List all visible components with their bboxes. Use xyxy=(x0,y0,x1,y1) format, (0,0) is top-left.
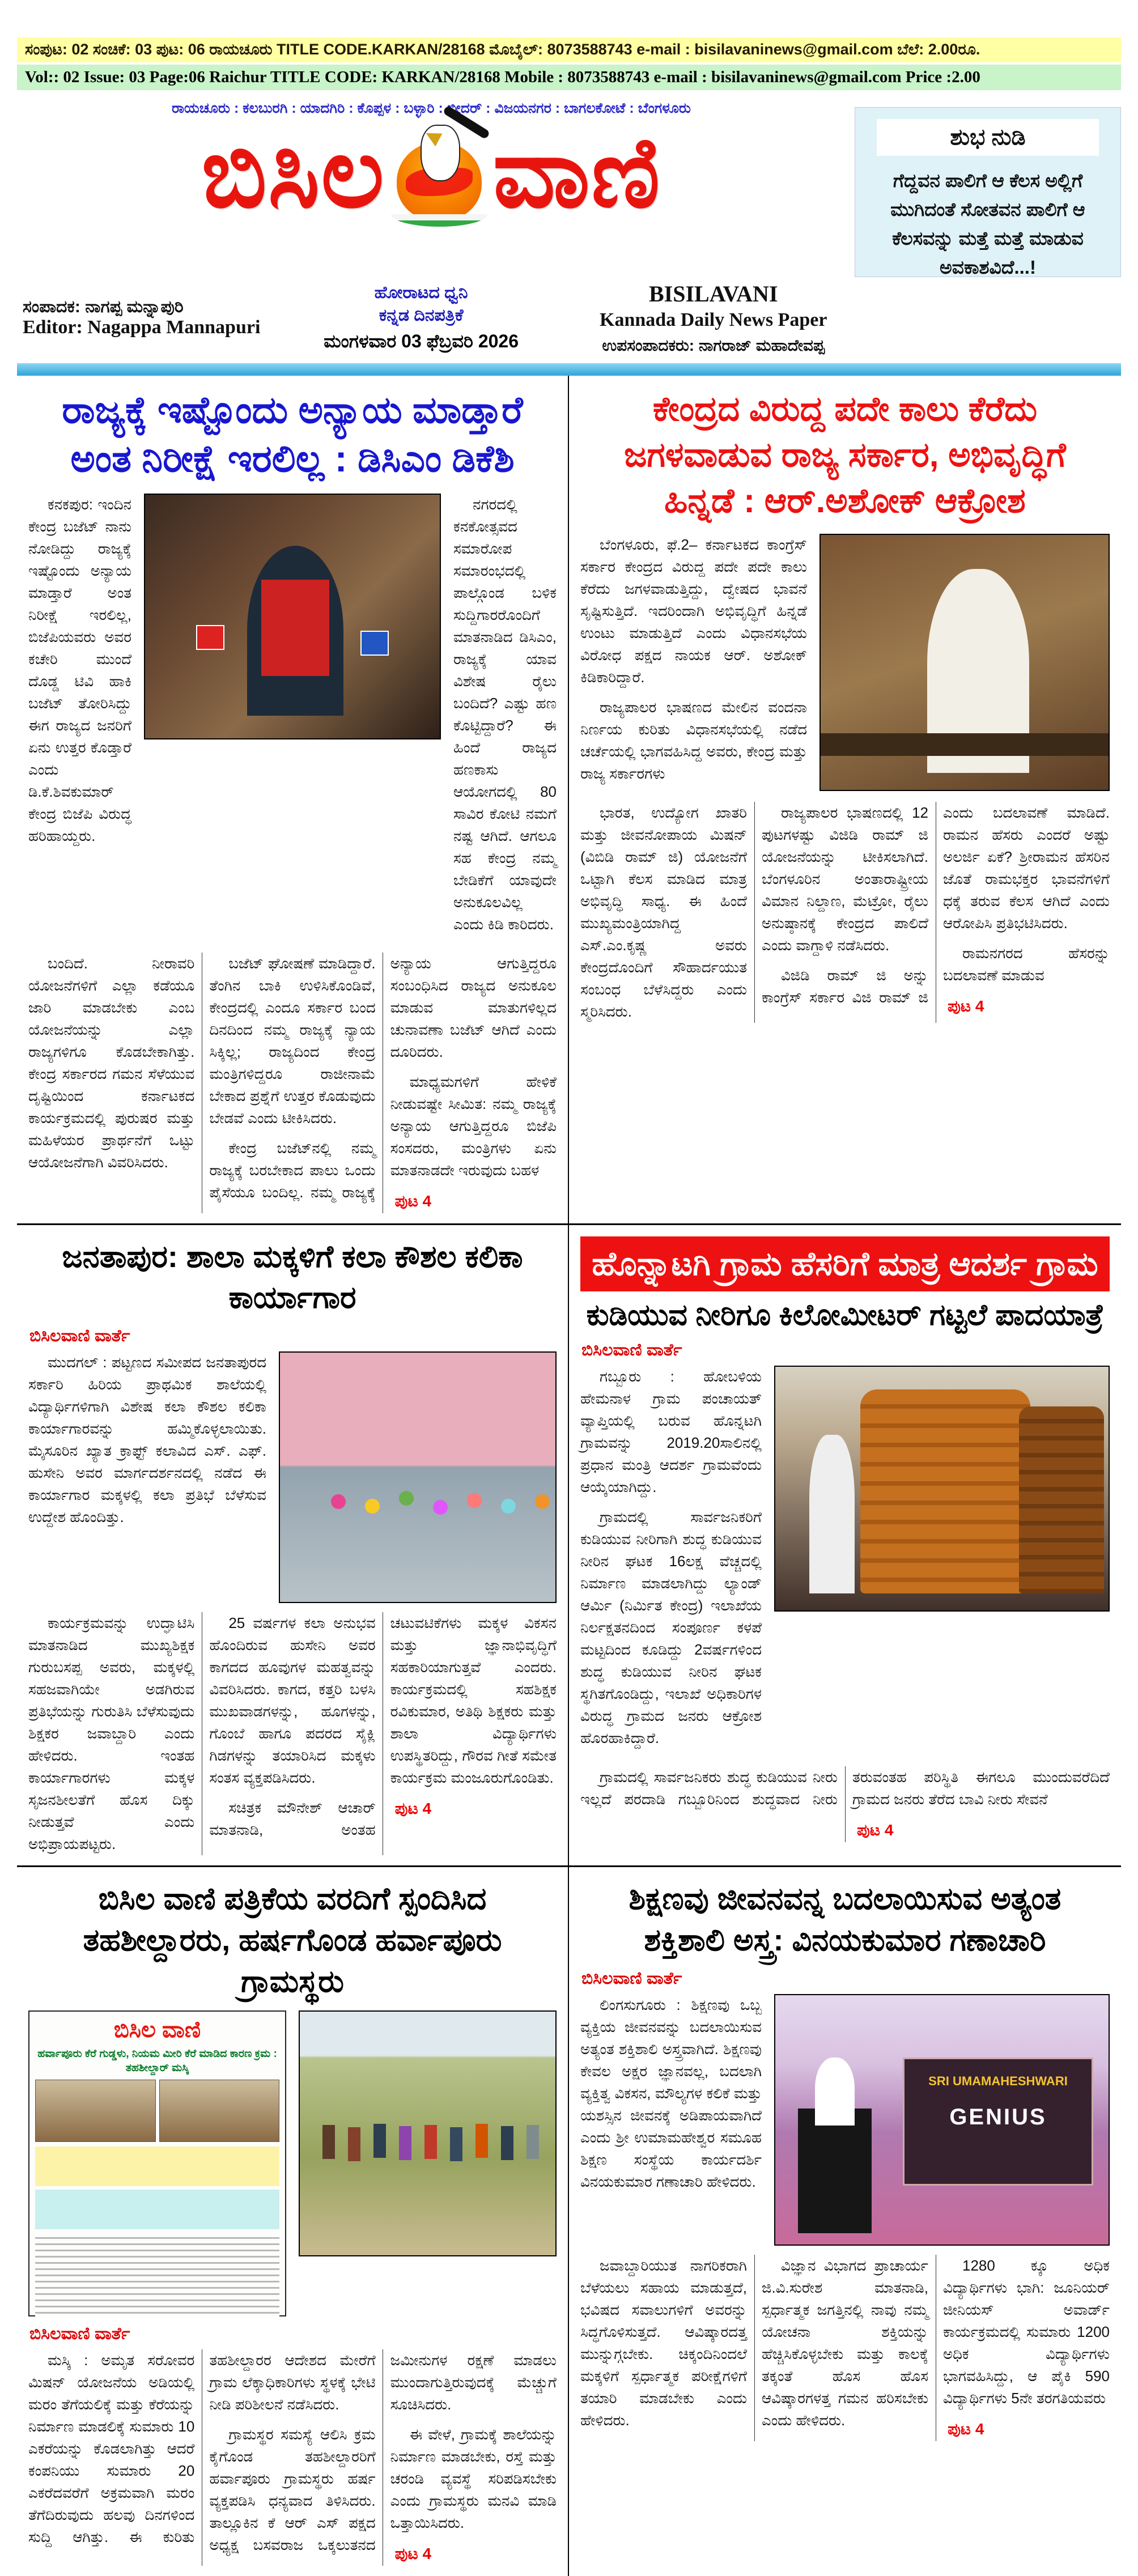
article-dcm-headline: ರಾಜ್ಯಕ್ಕೆ ಇಷ್ಟೊಂದು ಅನ್ಯಾಯ ಮಾಡ್ತಾರೆ ಅಂತ ನಿರೀಕ್ಷೆ ಇರಲಿಲ್ಲ : ಡಿಸಿಎಂ ಡಿಕೆಶಿ xyxy=(62,389,523,479)
photo-dk-shivakumar-press xyxy=(144,494,441,739)
continued-page-marker: ಪುಟ 4 xyxy=(948,997,984,1015)
continued-page-marker: ಪುಟ 4 xyxy=(394,1192,432,1210)
article-education-headline: ಶಿಕ್ಷಣವು ಜೀವನವನ್ನ ಬದಲಾಯಿಸುವ ಅತ್ಯಂತ ಶಕ್ತಿಶಾಲಿ ಅಸ್ತ್ರ: ವಿನಯಕುಮಾರ ಗಣಾಚಾರಿ xyxy=(629,1882,1061,1958)
continued-page-marker: ಪುಟ 4 xyxy=(948,2420,984,2438)
paper-flowers-shapes xyxy=(331,1494,346,1509)
tagline-2: ಕನ್ನಡ ದಿನಪತ್ರಿಕೆ xyxy=(379,306,464,325)
article-paragraph: ಮಾಧ್ಯಮಗಳಿಗೆ ಹೇಳಿಕೆ ನೀಡುವಷ್ಟೇ ಸೀಮಿತ: ನಮ್ಮ ರಾಜ್ಯಕ್ಕೆ ಅನ್ಯಾಯ ಆಗುತ್ತಿದ್ದರೂ ಬಿಜೆಪಿ ಸಂಸದರು, ಮಂತ್ರಿಗಳು ಏನು ಮಾತನಾಡದೇ ಇರುವುದು ಬಹಳ xyxy=(390,1073,557,1179)
mic-flag-blue xyxy=(360,631,389,656)
article-tahsildar-headline: ಬಿಸಿಲ ವಾಣಿ ಪತ್ರಿಕೆಯ ವರದಿಗೆ ಸ್ಪಂದಿಸಿದ ತಹಶೀಲ್ದಾರರು, ಹರ್ಷಗೊಂಡ ಹರ್ವಾಪೂರು ಗ್ರಾಮಸ್ಥರು xyxy=(83,1882,502,1999)
clipping-photo-1 xyxy=(35,2080,156,2142)
clipping-photo-2 xyxy=(159,2080,280,2142)
assembly-desk-shape xyxy=(821,733,1109,756)
article-paragraph: ಬಂದಿದೆ. ನೀರಾವರಿ ಯೋಜನೆಗಳಿಗೆ ಎಲ್ಲಾ ಕಡೆಯೂ ಜಾರಿ ಮಾಡಬೇಕು ಎಂಬ ಯೋಜನೆಯನ್ನು ಎಲ್ಲಾ ರಾಜ್ಯಗಳಿಗೂ ಕೊಡಬೇಕಾಗಿತ್ತು. ಕೇಂದ್ರ ಸರ್ಕಾರದ ಗಮನ ಸೆಳೆಯುವ ದೃಷ್ಟಿಯಿಂದ ಕರ್ನಾಟಕದ ಕಾರ್ಯಕ್ರಮದಲ್ಲಿ ಪುರುಷರ ಮತ್ತು ಮಹಿಳೆಯರ ಪ್ರಾರ್ಥನೆಗೆ ಒಟ್ಟು ಆಯೋಜನೆಗಾಗಿ ವಿವರಿಸಿದರು. xyxy=(28,954,195,1171)
article-grama-body-top xyxy=(580,1366,1110,1757)
clipping-headline: ಹರ್ವಾಪೂರು ಕೆರೆ ಗುಡ್ಡಳು, ನಿಯಮ ಮೀರಿ ಕೆರೆ ಮಾಡಿದ ಕಾರಣ ಕ್ರಮ : ತಹಶೀಲ್ದಾರ್ ಮಸ್ಕಿ xyxy=(37,2048,277,2074)
good-word-title: ಶುಭ ನುಡಿ xyxy=(877,119,1099,156)
issue-info-bar-kannada xyxy=(17,37,1121,62)
photo-award-ceremony-stage xyxy=(774,1994,1110,2246)
subeditor-name: ಉಪಸಂಪಾದಕರು: ನಾಗರಾಜ್ ಮಹಾದೇವಪ್ಪ xyxy=(602,337,825,354)
continued-page-marker: ಪುಟ 4 xyxy=(394,2545,432,2563)
article-paragraph: 1280 ಕ್ಕೂ ಅಧಿಕ ವಿದ್ಯಾರ್ಥಿಗಳು ಭಾಗಿ: ಜೂನಿಯರ್ ಜೀನಿಯಸ್ ಅವಾರ್ಡ್ ಕಾರ್ಯಕ್ರಮದಲ್ಲಿ ಸುಮಾರು 1200 ಅಧಿಕ ವಿದ್ಯಾರ್ಥಿಗಳು ಭಾಗವಹಿಸಿದ್ದು, ಆ ಪೈಕಿ 590 ವಿದ್ಯಾರ್ಥಿಗಳು 5ನೇ ತರಗತಿಯವರು xyxy=(943,2257,1110,2407)
article-paragraph: 25 ವರ್ಷಗಳ ಕಲಾ ಅನುಭವ ಹೊಂದಿರುವ ಹುಸೇನಿ ಅವರ ಕಾಗದದ ಹೂವುಗಳ ಮಹತ್ವವನ್ನು ವಿವರಿಸಿದರು. ಕಾಗದ, ಕತ್ತರಿ ಬಳಸಿ ಮುಖವಾಡಗಳನ್ನು, ಹೂಗಳನ್ನು, ಗೊಂಬೆ ಹಾಗೂ ಪದರದ ಸೈಕ್ಲಿ ಗಿಡಗಳನ್ನು ತಯಾರಿಸಿದ ಮಕ್ಕಳು ಸಂತಸ ವ್ಯಕ್ತಪಡಿಸಿದರು. xyxy=(209,1614,376,1787)
article-paragraph: ಬೆಂಗಳೂರು, ಫೆ.2– ಕರ್ನಾಟಕದ ಕಾಂಗ್ರೆಸ್ ಸರ್ಕಾರ ಕೇಂದ್ರದ ವಿರುದ್ದ ಪದೇ ಪದೇ ಕಾಲು ಕೆರೆದು ಜಗಳವಾಡುತ್ತಿದ್ದು, ದ್ವೇಷದ ಭಾವನೆ ಸೃಷ್ಟಿಸುತ್ತಿದೆ. ಇದರಿಂದಾಗಿ ಅಭಿವೃದ್ಧಿಗೆ ಹಿನ್ನಡೆ ಉಂಟು ಮಾಡುತ್ತಿದೆ ಎಂದು ವಿಧಾನಸಭೆಯ ವಿರೋಧ ಪಕ್ಷದ ನಾಯಕ ಆರ್. ಅಶೋಕ್ ಕಿಡಿಕಾರಿದ್ದಾರೆ. xyxy=(580,536,807,686)
villager-figure xyxy=(809,1435,855,1593)
paper-name-english: BISILAVANI xyxy=(648,281,778,307)
issue-info-english-text: Vol:: 02 Issue: 03 Page:06 Raichur TITLE CODE: KARKAN/28168 Mobile : 8073588743 e-mail : bisilavaninews@gmail.com Price :2.00 xyxy=(25,68,980,86)
logo-text-part1: ಬಿಸಿಲ xyxy=(201,118,385,227)
article-ashok xyxy=(569,376,1121,1223)
water-tank-large xyxy=(860,1389,1030,1593)
byline-label: ಬಿಸಿಲವಾಣಿ ವಾರ್ತೆ xyxy=(581,1969,682,1988)
article-education-body-bottom xyxy=(580,2255,1110,2441)
masthead-info-row xyxy=(0,277,895,363)
masthead-divider-bar xyxy=(17,363,1121,376)
article-paragraph: ವಿಜ್ಞಾನ ವಿಭಾಗದ ಪ್ರಾಚಾರ್ಯ ಜಿ.ವಿ.ಸುರೇಶ ಮಾತನಾಡಿ, ಸ್ಪರ್ಧಾತ್ಮಕ ಜಗತ್ತಿನಲ್ಲಿ ನಾವು ನಮ್ಮ ಯೋಚನಾ ಶಕ್ತಿಯನ್ನು ಹೆಚ್ಚಿಸಿಕೊಳ್ಳಬೇಕು ಮತ್ತು ಕಾಲಕ್ಕೆ ತಕ್ಕಂತೆ ಹೊಸ ಹೊಸ ಆವಿಷ್ಕಾರಗಳತ್ತ ಗಮನ ಹರಿಸಬೇಕು ಎಂದು ಹೇಳಿದರು. xyxy=(762,2257,928,2429)
article-paragraph: ಮುದಗಲ್ : ಪಟ್ಟಣದ ಸಮೀಪದ ಜನತಾಪುರದ ಸರ್ಕಾರಿ ಹಿರಿಯ ಪ್ರಾಥಮಿಕ ಶಾಲೆಯಲ್ಲಿ ವಿದ್ಯಾರ್ಥಿಗಳಿಗಾಗಿ ವಿಶೇಷ ಕಲಾ ಕೌಶಲ ಕಲಿಕಾ ಕಾರ್ಯಾಗಾರವನ್ನು ಹಮ್ಮಿಕೊಳ್ಳಲಾಯಿತು. ಮೈಸೂರಿನ ಖ್ಯಾತ ಕ್ರಾಫ್ಟ್ ಕಲಾವಿದ ಎಸ್. ಎಫ್. ಹುಸೇನಿ ಅವರ ಮಾರ್ಗದರ್ಶನದಲ್ಲಿ ನಡೆದ ಈ ಕಾರ್ಯಾಗಾರ ಮಕ್ಕಳಲ್ಲಿ ಕಲಾ ಪ್ರತಿಭೆ ಬೆಳೆಸುವ ಉದ್ದೇಶ ಹೊಂದಿತ್ತು. xyxy=(28,1354,266,1526)
article-art-workshop xyxy=(17,1225,569,1866)
article-dcm-dks xyxy=(17,376,569,1223)
article-paragraph: ಕಾರ್ಯಕ್ರಮವನ್ನು ಉದ್ಘಾಟಿಸಿ ಮಾತನಾಡಿದ ಮುಖ್ಯಶಿಕ್ಷಕ ಗುರುಬಸಪ್ಪ ಅವರು, ಮಕ್ಕಳಲ್ಲಿ ಸಹಜವಾಗಿಯೇ ಅಡಗಿರುವ ಪ್ರತಿಭೆಯನ್ನು ಗುರುತಿಸಿ ಬೆಳೆಸುವುದು ಶಿಕ್ಷಕರ ಜವಾಬ್ದಾರಿ ಎಂದು ಹೇಳಿದರು. ಇಂತಹ ಕಾರ್ಯಾಗಾರಗಳು ಮಕ್ಕಳ ಸೃಜನಶೀಲತೆಗೆ ಹೊಸ ದಿಕ್ಕು ನೀಡುತ್ತವೆ ಎಂದು ಅಭಿಪ್ರಾಯಪಟ್ಟರು. xyxy=(28,1614,195,1853)
article-paragraph: ಈ ವೇಳೆ, ಗ್ರಾಮಕ್ಕೆ ಶಾಲೆಯನ್ನು ನಿರ್ಮಾಣ ಮಾಡಬೇಕು, ರಸ್ತೆ ಮತ್ತು ಚರಂಡಿ ವ್ಯವಸ್ಥೆ ಸರಿಪಡಿಸಬೇಕು ಎಂದು ಗ್ರಾಮಸ್ಥರು ಮನವಿ ಮಾಡಿ ಒತ್ತಾಯಿಸಿದರು. xyxy=(390,2426,557,2532)
logo-text-part2: ವಾಣಿ xyxy=(492,118,661,227)
article-dcm-body-bottom xyxy=(28,953,557,1213)
article-workshop-headline: ಜನತಾಪುರ: ಶಾಲಾ ಮಕ್ಕಳಿಗೆ ಕಲಾ ಕೌಶಲ ಕಲಿಕಾ ಕಾರ್ಯಾಗಾರ xyxy=(62,1239,523,1315)
tagline-1: ಹೋರಾಟದ ಧ್ವನಿ xyxy=(374,283,468,302)
article-paragraph: ಗ್ರಾಮದಲ್ಲಿ ಸಾರ್ವಜನಿಕರಿಗೆ ಕುಡಿಯುವ ನೀರಿಗಾಗಿ ಶುದ್ಧ ಕುಡಿಯುವ ನೀರಿನ ಘಟಕ 16ಲಕ್ಷ ವೆಚ್ಚದಲ್ಲಿ ನಿರ್ಮಾಣ ಮಾಡಲಾಗಿದ್ದು ಲ್ಯಾಂಡ್ ಆರ್ಮಿ (ನಿರ್ಮಿತ ಕೇಂದ್ರ) ಇಲಾಖೆಯ ನಿರ್ಲಕ್ಷತನದಿಂದ ಸಂಪೂರ್ಣ ಕಳಪೆ ಮಟ್ಟದಿಂದ ಕೂಡಿದ್ದು 2ವರ್ಷಗಳಿಂದ ಶುದ್ಧ ಕುಡಿಯುವ ನೀರಿನ ಘಟಕ ಸ್ಥಗಿತಗೊಂಡಿದ್ದು, ಇಲಾಖೆ ಅಧಿಕಾರಿಗಳ ವಿರುದ್ಧ ಗ್ರಾಮದ ಜನರು ಆಕ್ರೋಶ ಹೊರಹಾಕಿದ್ದಾರೆ. xyxy=(580,1508,762,1747)
continued-page-marker: ಪುಟ 4 xyxy=(394,1800,432,1818)
clipping-photos xyxy=(35,2080,279,2142)
article-paragraph: ಸಚಿತ್ರಕ ಮೌನೇಶ್ ಆಚಾರ್ ಮಾತನಾಡಿ, ಅಂತಹ ಚಟುವಟಿಕೆಗಳು ಮಕ್ಕಳ ವಿಕಸನ ಮತ್ತು ಜ್ಞಾನಾಭಿವೃದ್ಧಿಗೆ ಸಹಕಾರಿಯಾಗುತ್ತವೆ ಎಂದರು. ಕಾರ್ಯಕ್ರಮದಲ್ಲಿ ಸಹಶಿಕ್ಷಕ ರವಿಕುಮಾರ, ಅತಿಥಿ ಶಿಕ್ಷಕರು ಮತ್ತು ಶಾಲಾ ವಿದ್ಯಾರ್ಥಿಗಳು ಉಪಸ್ಥಿತರಿದ್ದು, ಗೌರವ ಗೀತೆ ಸಮೇತ ಕಾರ್ಯಕ್ರಮ ಮಂಜೂರುಗೊಂಡಿತು. xyxy=(209,1614,557,1839)
article-ashok-headline: ಕೇಂದ್ರದ ವಿರುದ್ದ ಪದೇ ಕಾಲು ಕೆರೆದು ಜಗಳವಾಡುವ ರಾಜ್ಯ ಸರ್ಕಾರ, ಅಭಿವೃದ್ಧಿಗೆ ಹಿನ್ನಡೆ : ಆರ್.ಅಶೋಕ್ ಆಕ್ರೋಶ xyxy=(624,390,1066,520)
section-top xyxy=(17,376,1121,1225)
article-dcm-col-right xyxy=(453,494,557,943)
water-tank-small xyxy=(1019,1406,1104,1593)
article-grama-body-bottom xyxy=(580,1766,1110,1842)
article-paragraph: ಕೇಂದ್ರ ಬಜೆಟ್‌ನಲ್ಲಿ ನಮ್ಮ ರಾಜ್ಯಕ್ಕೆ ಬರಬೇಕಾದ ಪಾಲು ಒಂದು ಪೈಸೆಯೂ ಬಂದಿಲ್ಲ. ನಮ್ಮ ರಾಜ್ಯಕ್ಕೆ ಅನ್ಯಾಯ ಆಗುತ್ತಿದ್ದರೂ ಸಂಬಂಧಿಸಿದ ರಾಜ್ಯದ ಅನುಕೂಲ ಮಾಡುವ ಮಾತುಗಳಿಲ್ಲದ ಚುನಾವಣಾ ಬಜೆಟ್ ಆಗಿದೆ ಎಂದು ದೂರಿದರು. xyxy=(209,954,557,1201)
mic-flag-red xyxy=(196,625,224,650)
article-education-body-top xyxy=(580,1994,1110,2246)
edition-cities-line: ರಾಯಚೂರು : ಕಲಬುರಗಿ : ಯಾದಗಿರಿ : ಕೊಪ್ಪಳ : ಬಳ್ಳಾರಿ : ಬೀದರ್ : ವಿಜಯನಗರ : ಬಾಗಲಕೋಟೆ : ಬೆಂಗಳೂರು xyxy=(171,100,691,116)
article-tahsildar-body-bottom xyxy=(28,2349,557,2566)
article-grama-col-left xyxy=(580,1366,762,1757)
byline-label: ಬಿಸಿಲವಾಣಿ ವಾರ್ತೆ xyxy=(29,2324,130,2344)
good-word-text: ಗೆದ್ದವನ ಪಾಲಿಗೆ ಆ ಕೆಲಸ ಅಲ್ಲಿಗೆ ಮುಗಿದಂತೆ ಸೋತವನ ಪಾಲಿಗೆ ಆ ಕೆಲಸವನ್ನು ಮತ್ತೆ ಮತ್ತೆ ಮಾಡುವ ಅವಕಾಶವಿದೆ...! xyxy=(890,170,1085,278)
article-education xyxy=(569,1867,1121,2576)
article-paragraph: ಗಬ್ಬೂರು : ಹೋಬಳಿಯ ಹೇಮನಾಳ ಗ್ರಾಮ ಪಂಚಾಯತ್ ವ್ಯಾಪ್ತಿಯಲ್ಲಿ ಬರುವ ಹೊನ್ನಟಗಿ ಗ್ರಾಮವನ್ನು 2019.20ಸಾಲಿನಲ್ಲಿ ಪ್ರಧಾನ ಮಂತ್ರಿ ಆದರ್ಶ ಗ್ರಾಮವೆಂದು ಆಯ್ಕೆಯಾಗಿದ್ದು. xyxy=(580,1368,762,1496)
article-workshop-body-bottom xyxy=(28,1612,557,1855)
villager-figures xyxy=(322,2125,335,2159)
red-scarf-shape xyxy=(261,580,329,676)
fist-pen-flame-icon xyxy=(391,119,487,227)
photo-villagers-field xyxy=(299,2010,557,2256)
article-paragraph: ಲಿಂಗಸುಗೂರು : ಶಿಕ್ಷಣವು ಒಬ್ಬ ವ್ಯಕ್ತಿಯ ಜೀವನವನ್ನು ಬದಲಾಯಿಸುವ ಅತ್ಯಂತ ಶಕ್ತಿಶಾಲಿ ಅಸ್ತ್ರವಾಗಿದೆ. ಶಿಕ್ಷಣವು ಕೇವಲ ಅಕ್ಷರ ಜ್ಞಾನವಲ್ಲ, ಬದಲಾಗಿ ವ್ಯಕ್ತಿತ್ವ ವಿಕಸನ, ಮೌಲ್ಯಗಳ ಕಲಿಕೆ ಮತ್ತು ಯಶಸ್ಸಿನ ಜೀವನಕ್ಕೆ ಅಡಿಪಾಯವಾಗಿದೆ ಎಂದು ಶ್ರೀ ಉಮಾಮಹೇಶ್ವರ ಸಮೂಹ ಶಿಕ್ಷಣ ಸಂಸ್ಥೆಯ ಕಾರ್ಯದರ್ಶಿ ವಿನಯಕುಮಾರ ಗಣಾಚಾರಿ ಹೇಳಿದರು. xyxy=(580,1996,762,2191)
article-paragraph: ಗ್ರಾಮಸ್ಥರ ಸಮಸ್ಯೆ ಆಲಿಸಿ ಕ್ರಮ ಕೈಗೊಂಡ ತಹಶೀಲ್ದಾರರಿಗೆ ಹರ್ವಾಪೂರು ಗ್ರಾಮಸ್ಥರು ಹರ್ಷ ವ್ಯಕ್ತಪಡಿಸಿ ಧನ್ಯವಾದ ತಿಳಿಸಿದರು. ತಾಲ್ಲೂಕಿನ ಕೆ ಆರ್ ಎಸ್ ಪಕ್ಷದ ಅಧ್ಯಕ್ಷ ಬಸವರಾಜ ಒಕ್ಕಲುತನದ ಜಮೀನುಗಳ ರಕ್ಷಣೆ ಮಾಡಲು ಮುಂದಾಗುತ್ತಿರುವುದಕ್ಕೆ ಮೆಚ್ಚುಗೆ ಸೂಚಿಸಿದರು. xyxy=(209,2352,557,2554)
article-paragraph: ಬಜೆಟ್ ಘೋಷಣೆ ಮಾಡಿದ್ದಾರೆ. ತೆಂಗಿನ ಬಾಕಿ ಉಳಿಸಿಕೊಂಡಿವೆ, ಕೇಂದ್ರದಲ್ಲಿ ಎಂದೂ ಸರ್ಕಾರ ಬಂದ ದಿನದಿಂದ ನಮ್ಮ ರಾಜ್ಯಕ್ಕೆ ನ್ಯಾಯ ಸಿಕ್ಕಿಲ್ಲ; ರಾಜ್ಯದಿಂದ ಕೇಂದ್ರ ಮಂತ್ರಿಗಳಿದ್ದರೂ ರಾಜೀನಾಮೆ ಬೇಕಾದ ಪ್ರಶ್ನೆಗೆ ಉತ್ತರ ಕೊಡುವುದು ಬೇಡವೆ ಎಂದು ಟೀಕಿಸಿದರು. xyxy=(209,954,376,1127)
issue-date: ಮಂಗಳವಾರ 03 ಫೆಬ್ರವರಿ 2026 xyxy=(324,331,519,351)
editor-name-kannada: ಸಂಪಾದಕ: ನಾಗಪ್ಪ ಮನ್ನಾಪುರಿ xyxy=(23,297,184,316)
clipping-highlight-cyan xyxy=(35,2190,279,2229)
article-grama-banner-headline: ಹೊನ್ನಾಟಗಿ ಗ್ರಾಮ ಹೆಸರಿಗೆ ಮಾತ್ರ ಆದರ್ಶ ಗ್ರಾಮ xyxy=(580,1236,1110,1292)
article-education-col-left xyxy=(580,1994,762,2246)
article-ashok-body-top xyxy=(580,534,1110,793)
article-workshop-body-top xyxy=(28,1351,557,1603)
continued-page-marker: ಪುಟ 4 xyxy=(857,1821,894,1839)
article-ashok-col-left xyxy=(580,534,807,793)
issue-info-kannada-text: ಸಂಪುಟ: 02 ಸಂಚಿಕೆ: 03 ಪುಟ: 06 ರಾಯಚೂರು TITLE CODE.KARKAN/28168 ಮೊಬೈಲ್: 8073588743 e-mail : bisilavaninews@gmail.com ಬೆಲೆ: 2.00ರೂ. xyxy=(25,41,980,58)
article-paragraph: ಭಾರತ, ಉದ್ಯೋಗ ಖಾತರಿ ಮತ್ತು ಜೀವನೋಪಾಯ ಮಿಷನ್ (ವಿಬಿಡಿ ರಾಮ್ ಜಿ) ಯೋಜನೆಗೆ ಒಟ್ಟಾಗಿ ಕೆಲಸ ಮಾಡಿದ ಮಾತ್ರ ಅಭಿವೃದ್ಧಿ ಸಾಧ್ಯ. ಈ ಹಿಂದೆ ಮುಖ್ಯಮಂತ್ರಿಯಾಗಿದ್ದ ಎಸ್.ಎಂ.ಕೃಷ್ಣ ಅವರು ಕೇಂದ್ರದೊಂದಿಗೆ ಸೌಹಾರ್ದಯುತ ಸಂಬಂಧ ಬೆಳೆಸಿದ್ದರು ಎಂದು ಸ್ಮರಿಸಿದರು. xyxy=(580,804,747,1020)
article-ashok-body-bottom xyxy=(580,802,1110,1023)
article-tahsildar-response xyxy=(17,1867,569,2576)
byline-label: ಬಿಸಿಲವಾಣಿ ವಾರ್ತೆ xyxy=(29,1327,130,1346)
tagline-block xyxy=(288,283,554,352)
article-paragraph: ರಾಜ್ಯಪಾಲರ ಭಾಷಣದಲ್ಲಿ 12 ಪುಟಗಳಷ್ಟು ವಿಜಿಡಿ ರಾಮ್ ಜಿ ಯೋಜನೆಯನ್ನು ಟೀಕಿಸಲಾಗಿದೆ. ಬೆಂಗಳೂರಿನ ಅಂತಾರಾಷ್ಟ್ರೀಯ ವಿಮಾನ ನಿಲ್ದಾಣ, ಮೆಟ್ರೋ, ರೈಲು ಅನುಷ್ಠಾನಕ್ಕೆ ಕೇಂದ್ರದ ಪಾಲಿದೆ ಎಂದು ವಾಗ್ದಾಳಿ ನಡೆಸಿದರು. xyxy=(762,804,928,954)
paper-subtitle-english: Kannada Daily News Paper xyxy=(600,309,827,330)
event-banner-title: GENIUS xyxy=(949,2105,1047,2130)
newspaper-clipping-image xyxy=(28,2010,286,2316)
article-paragraph: ಕನಕಪುರ: ಇಂದಿನ ಕೇಂದ್ರ ಬಜೆಟ್ ನಾನು ನೋಡಿದ್ದು ರಾಜ್ಯಕ್ಕೆ ಇಷ್ಟೊಂದು ಅನ್ಯಾಯ ಮಾಡ್ತಾರೆ ಅಂತ ನಿರೀಕ್ಷೆ ಇರಲಿಲ್ಲ, ಬಿಜೆಪಿಯವರು ಅವರ ಕಚೇರಿ ಮುಂದೆ ದೊಡ್ಡ ಟಿವಿ ಹಾಕಿ ಬಜೆಟ್ ತೋರಿಸಿದ್ದು ಈಗ ರಾಜ್ಯದ ಜನರಿಗೆ ಏನು ಉತ್ತರ ಕೊಡ್ತಾರೆ ಎಂದು ಡಿ.ಕೆ.ಶಿವಕುಮಾರ್ ಕೇಂದ್ರ ಬಿಜೆಪಿ ವಿರುದ್ಧ ಹರಿಹಾಯ್ದರು. xyxy=(28,495,131,844)
tricolor-wave-shape xyxy=(391,214,487,227)
masthead-left xyxy=(17,96,846,277)
clipping-highlight-yellow xyxy=(35,2146,279,2186)
article-adarsha-grama xyxy=(569,1225,1121,1866)
event-banner-school-name: SRI UMAMAHESHWARI xyxy=(928,2074,1068,2089)
photo-water-tanks xyxy=(774,1366,1110,1612)
editor-block xyxy=(23,297,288,338)
clipping-text-lines xyxy=(35,2233,279,2318)
event-banner xyxy=(903,2058,1093,2186)
article-paragraph: ವಿಜಿಡಿ ರಾಮ್ ಜಿ ಅನ್ನು ಕಾಂಗ್ರೆಸ್ ಸರ್ಕಾರ ವಿಜಿ ರಾಮ್ ಜಿ ಎಂದು ಬದಲಾವಣೆ ಮಾಡಿದೆ. ರಾಮನ ಹೆಸರು ಎಂದರೆ ಅಷ್ಟು ಅಲರ್ಜಿ ಏಕೆ? ಶ್ರೀರಾಮನ ಹೆಸರಿನ ಜೊತೆ ರಾಮಭಕ್ತರ ಭಾವನೆಗಳಿಗೆ ಧಕ್ಕೆ ತರುವ ಕೆಲಸ ಆಗಿದೆ ಎಂದು ಆರೋಪಿಸಿ ಪ್ರತಿಭಟಿಸಿದರು. xyxy=(762,804,1110,1006)
podium-shape xyxy=(798,2109,872,2233)
good-word-box xyxy=(855,107,1121,277)
article-paragraph: ಮಸ್ಕಿ : ಅಮೃತ ಸರೋವರ ಮಿಷನ್ ಯೋಜನೆಯ ಅಡಿಯಲ್ಲಿ ಮರಂ ತೆಗೆಯಲಿಕ್ಕೆ ಮತ್ತು ಕೆರೆಯನ್ನು ನಿರ್ಮಾಣ ಮಾಡಲಿಕ್ಕೆ ಸುಮಾರು 10 ಎಕರೆಯನ್ನು ಕೊಡಲಾಗಿತ್ತು ಆದರೆ ಕಂಪನಿಯು ಸುಮಾರು 20 ಎಕರೆದವರೆಗೆ ಅಕ್ರಮವಾಗಿ ಮರಂ ತೆಗೆದಿರುವುದು ಹಲವು ದಿನಗಳಿಂದ ಸುದ್ದಿ ಆಗಿತ್ತು. ಈ ಕುರಿತು ತಹಶೀಲ್ದಾರರ ಆದೇಶದ ಮೇರೆಗೆ ಗ್ರಾಮ ಲೆಕ್ಕಾಧಿಕಾರಿಗಳು ಸ್ಥಳಕ್ಕೆ ಭೇಟಿ ನೀಡಿ ಪರಿಶೀಲನೆ ನಡೆಸಿದರು. xyxy=(28,2352,376,2546)
photo-r-ashok-assembly xyxy=(819,534,1110,791)
section-bottom xyxy=(17,1867,1121,2576)
speaker-figure xyxy=(815,2058,855,2126)
newspaper-logo xyxy=(17,119,846,227)
article-workshop-col-left xyxy=(28,1351,266,1603)
article-dcm-col-left xyxy=(28,494,131,943)
editor-name-english: Editor: Nagappa Mannapuri xyxy=(23,317,261,338)
article-dcm-body-top xyxy=(28,494,557,943)
issue-info-bar-english xyxy=(17,65,1121,90)
article-tahsildar-body-top xyxy=(28,2010,557,2316)
byline-label: ಬಿಸಿಲವಾಣಿ ವಾರ್ತೆ xyxy=(581,1341,682,1360)
clipping-masthead: ಬಿಸಿಲ ವಾಣಿ xyxy=(113,2017,201,2043)
photo-school-children-flowers xyxy=(279,1351,557,1603)
section-middle xyxy=(17,1225,1121,1868)
article-paragraph: ಜವಾಬ್ದಾರಿಯುತ ನಾಗರಿಕರಾಗಿ ಬೆಳೆಯಲು ಸಹಾಯ ಮಾಡುತ್ತದೆ, ಭವಿಷದ ಸವಾಲುಗಳಿಗೆ ಅವರನ್ನು ಸಿದ್ಧಗೊಳಿಸುತ್ತದೆ. ಆವಿಷ್ಕಾರದತ್ತ ಮುನ್ನುಗ್ಗಬೇಕು. ಚಿಕ್ಕಂದಿನಿಂದಲೆ ಮಕ್ಕಳಿಗೆ ಸ್ಪರ್ಧಾತ್ಮಕ ಪರೀಕ್ಷೆಗಳಿಗೆ ತಯಾರಿ ಮಾಡಬೇಕು ಎಂದು ಹೇಳಿದರು. xyxy=(580,2257,747,2429)
article-paragraph: ರಾಜ್ಯಪಾಲರ ಭಾಷಣದ ಮೇಲಿನ ವಂದನಾ ನಿರ್ಣಯ ಕುರಿತು ವಿಧಾನಸಭೆಯಲ್ಲಿ ನಡೆದ ಚರ್ಚೆಯಲ್ಲಿ ಭಾಗವಹಿಸಿದ್ದ ಅವರು, ಕೇಂದ್ರ ಮತ್ತು ರಾಜ್ಯ ಸರ್ಕಾರಗಳು xyxy=(580,699,807,782)
article-paragraph: ಗ್ರಾಮದಲ್ಲಿ ಸಾರ್ವಜನಿಕರು ಶುದ್ಧ ಕುಡಿಯುವ ನೀರು ಇಲ್ಲದೆ ಪರದಾಡಿ ಗಬ್ಬೂರಿನಿಂದ ಶುದ್ಧವಾದ ನೀರು ತರುವಂತಹ ಪರಿಸ್ಥಿತಿ ಈಗಲೂ ಮುಂದುವರೆದಿದೆ ಗ್ರಾಮದ ಜನರು ತೆರೆದ ಬಾವಿ ನೀರು ಸೇವನೆ xyxy=(580,1769,1110,1808)
english-name-block xyxy=(554,280,873,355)
article-grama-subheadline: ಕುಡಿಯುವ ನೀರಿಗೂ ಕಿಲೋಮೀಟರ್ ಗಟ್ಟಲೆ ಪಾದಯಾತ್ರೆ xyxy=(586,1299,1104,1332)
masthead xyxy=(0,90,1138,277)
article-paragraph: ರಾಮನಗರದ ಹೆಸರನ್ನು ಬದಲಾವಣೆ ಮಾಡುವ xyxy=(943,945,1110,984)
article-paragraph: ನಗರದಲ್ಲಿ ಕನಕೋತ್ಸವದ ಸಮಾರೋಪ ಸಮಾರಂಭದಲ್ಲಿ ಪಾಲ್ಗೊಂಡ ಬಳಿಕ ಸುದ್ದಿಗಾರರೊಂದಿಗೆ ಮಾತನಾಡಿದ ಡಿಸಿಎಂ, ರಾಜ್ಯಕ್ಕೆ ಯಾವ ವಿಶೇಷ ರೈಲು ಬಂದಿದೆ? ಎಷ್ಟು ಹಣ ಕೊಟ್ಟಿದ್ದಾರೆ? ಈ ಹಿಂದೆ ರಾಜ್ಯದ ಹಣಕಾಸು ಆಯೋಗದಲ್ಲಿ 80 ಸಾವಿರ ಕೋಟಿ ನಮಗೆ ನಷ್ಟ ಆಗಿದೆ. ಆಗಲೂ ಸಹ ಕೇಂದ್ರ ನಮ್ಮ ಬೇಡಿಕೆಗೆ ಯಾವುದೇ ಅನುಕೂಲವಿಲ್ಲ ಎಂದು ಕಿಡಿ ಕಾರಿದರು. xyxy=(453,495,557,933)
